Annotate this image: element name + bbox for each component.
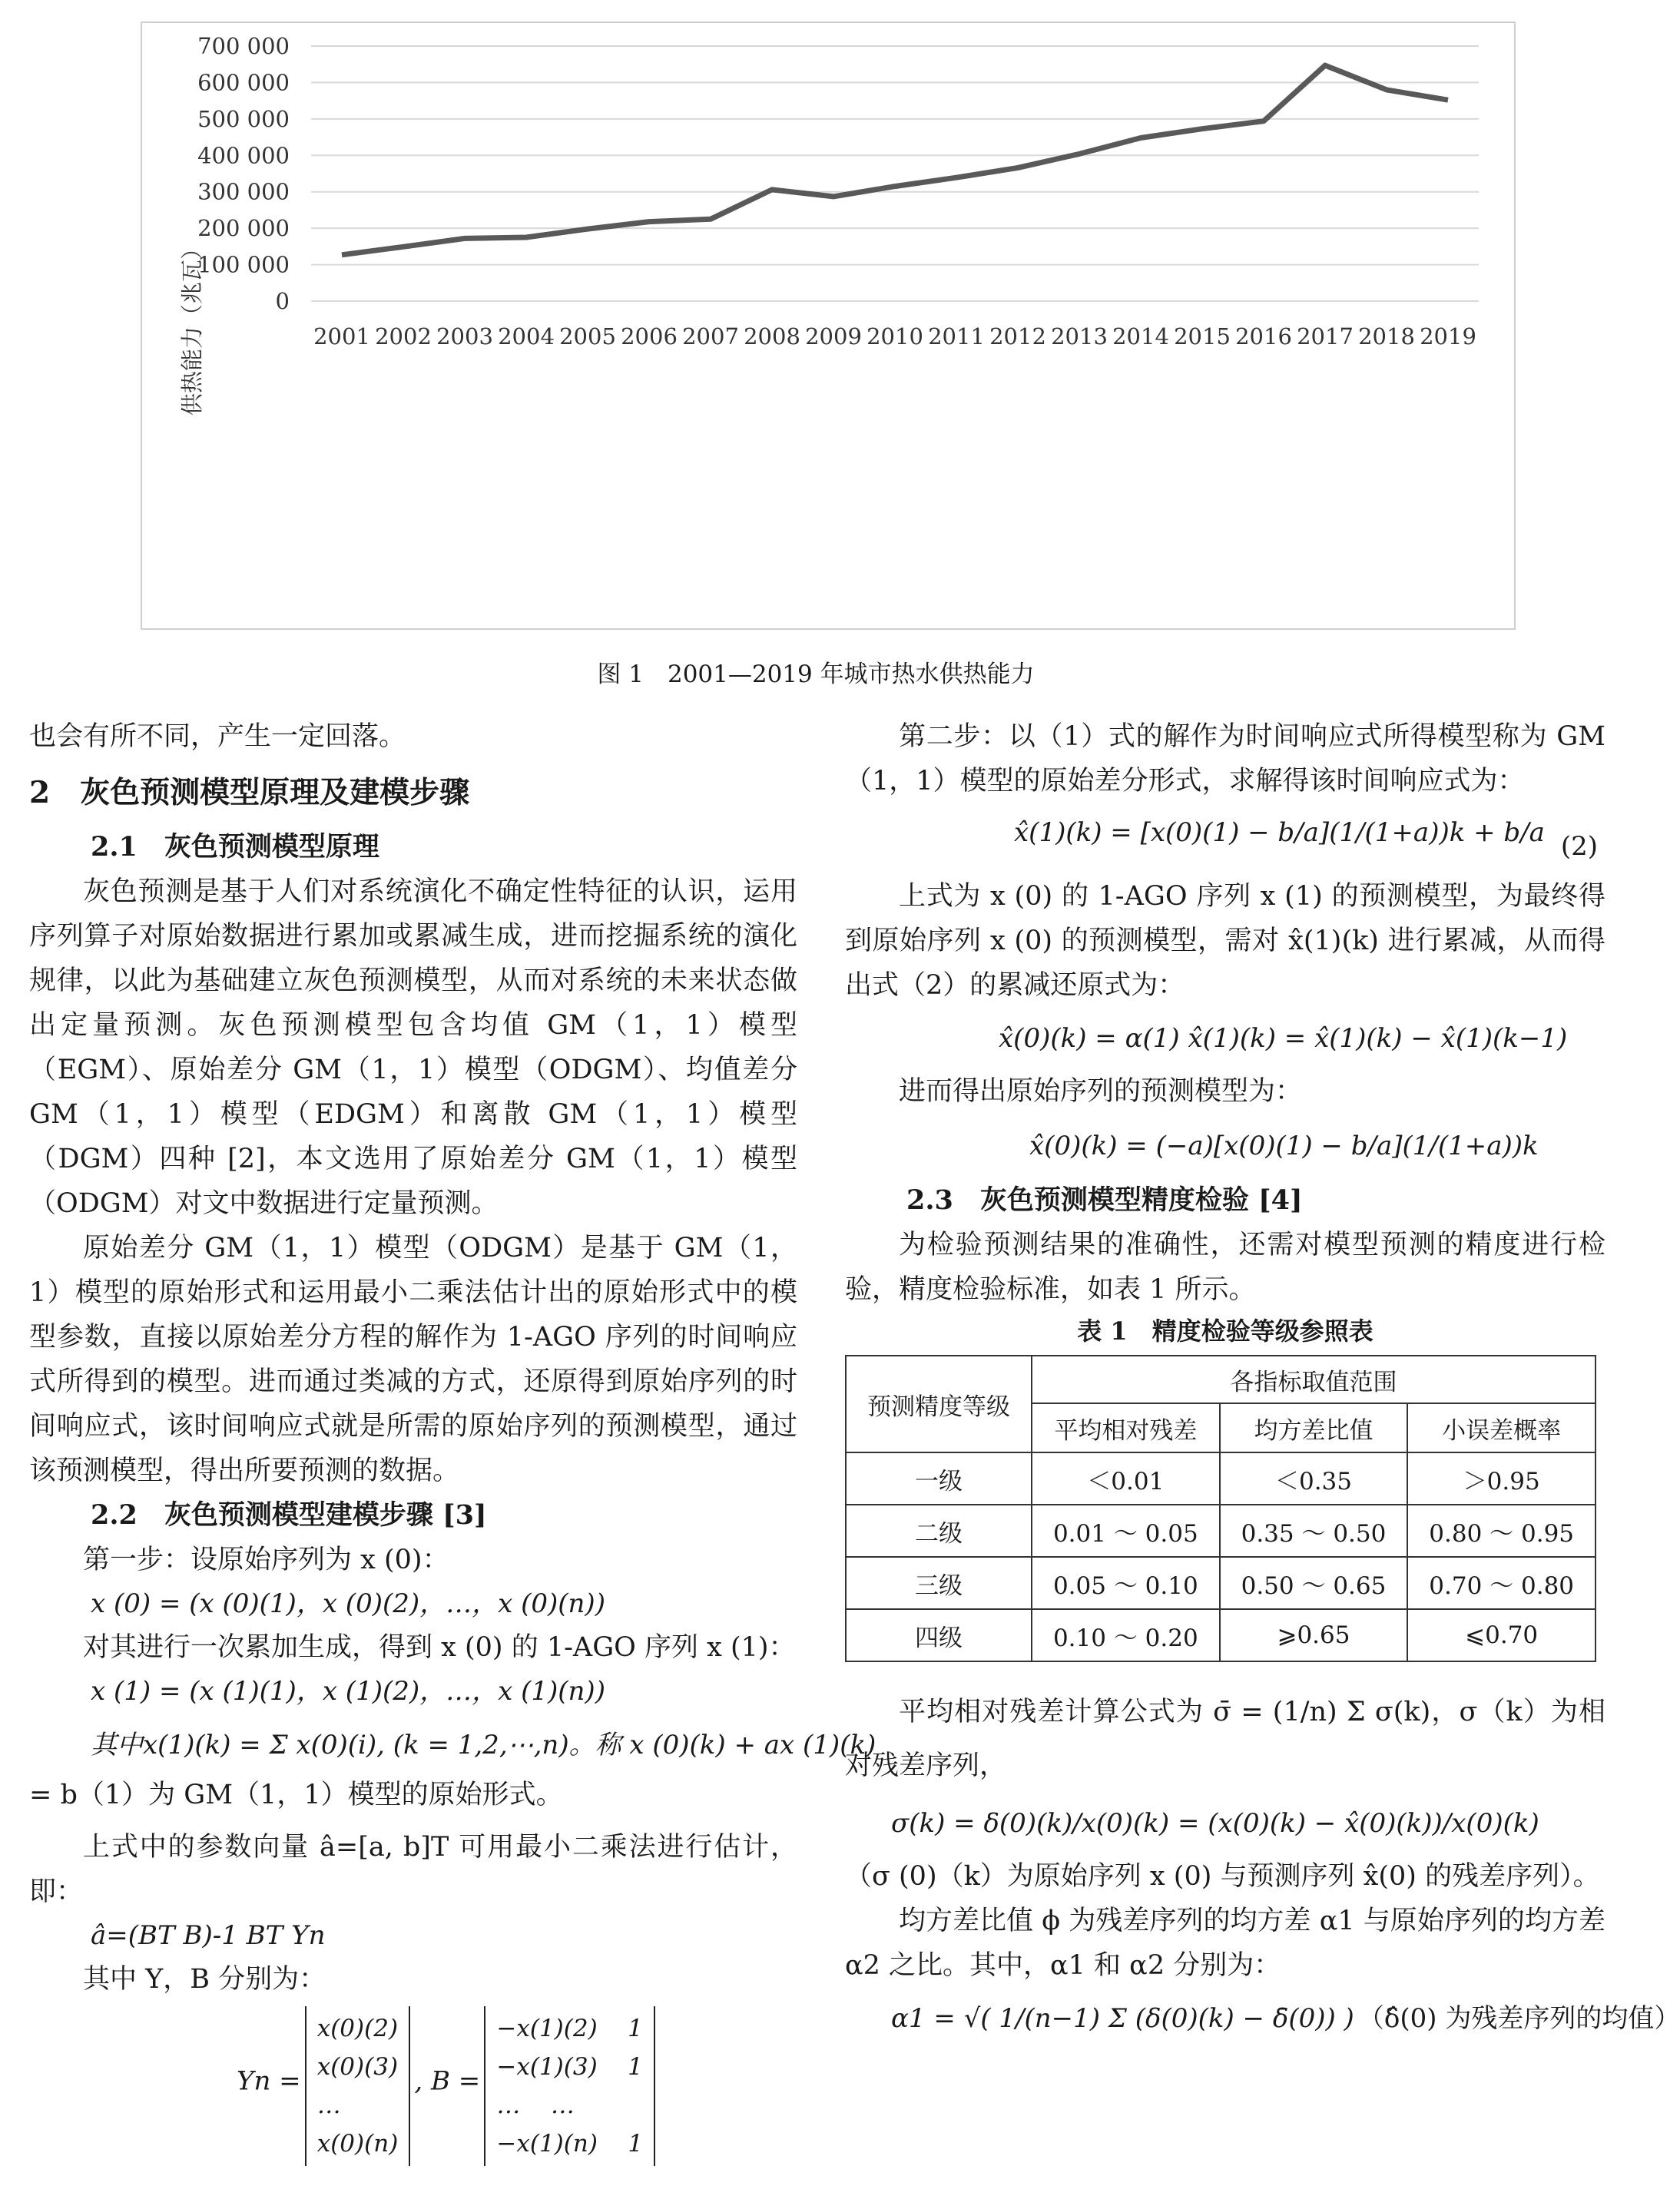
table-cell: 0.01 ～ 0.05 [1032,1505,1220,1557]
y-tick-label: 100 000 [197,251,290,278]
matrix-y-cell: x(0)(n) [316,2130,399,2158]
table-cell: 0.05 ～ 0.10 [1032,1557,1220,1609]
matrix-y-cell: … [316,2091,341,2119]
table-cell: 一级 [846,1452,1032,1505]
x-tick-label: 2009 [805,323,862,349]
y-tick-label: 700 000 [197,33,290,59]
x-tick-label: 2004 [498,323,555,349]
x-tick-label: 2016 [1235,323,1292,349]
matrix-b-row: … … [496,2091,575,2119]
matrix-b-label: , B = [414,2065,481,2097]
x-tick-label: 2013 [1051,323,1108,349]
paragraph-grey-theory: 灰色预测是基于人们对系统演化不确定性特征的认识，运用序列算子对原始数据进行累加或累减生成，进而挖掘系统的演化规律，以此为基础建立灰色预测模型，从而对系统的未来状态做出定量预测。灰色预测模型包含均值 GM（1，1）模型（EGM）、原始差分 GM（1，1）模型（ODGM）、均值差分 GM（1，1）模型（EDGM）和离散 GM（1，1）模型（DGM）四种 [2]，本文选用了原始差分 GM（1，1）模型（ODGM）对文中数据进行定量预测。 [29,876,797,1219]
x-tick-label: 2005 [559,323,616,349]
table-cell: 0.80 ～ 0.95 [1407,1505,1596,1557]
equation-original-series: x (0) = (x (0)(1)，x (0)(2)，…，x (0)(n)) [91,1588,605,1619]
table-cell: 三级 [846,1557,1032,1609]
table-header-cell: 平均相对残差 [1032,1403,1220,1452]
equation-sum: 其中x(1)(k) = Σ x(0)(i), (k = 1,2,⋯,n)。称 x (0)(k) + ax (1)(k) [91,1730,876,1760]
paragraph-residual-note: （σ (0)（k）为原始序列 x (0) 与预测序列 x̂(0) 的残差序列）。 [845,1861,1600,1892]
paragraph-variance-ratio: 均方差比值 ϕ 为残差序列的均方差 α1 与原始序列的均方差 α2 之比。其中，α1 和 α2 分别为： [845,1906,1605,1981]
paragraph-ago: 对其进行一次累加生成，得到 x (0) 的 1-AGO 序列 x (1)： [83,1632,796,1663]
table-header-cell: 均方差比值 [1220,1403,1408,1452]
chart-frame [141,22,1516,630]
line-chart [142,23,1514,628]
x-tick-label: 2010 [867,323,923,349]
equation-alpha1-block [845,1988,1680,2054]
matrix-b [484,2006,655,2166]
table-caption: 表 1 精度检验等级参照表 [1077,1316,1373,1346]
x-tick-label: 2012 [989,323,1046,349]
table-header-grade: 预测精度等级 [846,1356,1032,1452]
y-tick-label: 500 000 [197,105,290,132]
equation-ago-series: x (1) = (x (1)(1)，x (1)(2)，…，x (1)(n)) [91,1676,605,1707]
continued-text: 也会有所不同，产生一定回落。 [29,721,406,752]
left-column [29,714,876,2166]
table-row [846,1609,1596,1661]
subsection-heading-2-3: 2.3 灰色预测模型精度检验 [4] [906,1184,1303,1216]
paragraph-original-model: 进而得出原始序列的预测模型为： [899,1076,1303,1107]
equation-sum-cont: = b（1）为 GM（1，1）模型的原始形式。 [29,1780,563,1810]
x-tick-label: 2007 [682,323,739,349]
right-column [845,714,1680,2054]
equation-original-prediction: x̂(0)(k) = (−a)[x(0)(1) − b/a](1/(1+a))k [1029,1131,1539,1161]
matrix-b-row: −x(1)(3) 1 [496,2053,643,2081]
paragraph-y-b: 其中 Y，B 分别为： [83,1964,326,1995]
paragraph-param-vector: 上式中的参数向量 â=[a, b]T 可用最小二乘法进行估计，即： [29,1832,797,1907]
subsection-heading-2-2: 2.2 灰色预测模型建模步骤 [3] [91,1499,487,1531]
matrix-y-label: Yn = [237,2065,301,2097]
x-tick-label: 2019 [1420,323,1476,349]
table-header-cell: 小误差概率 [1407,1403,1596,1452]
table-cell: ＜0.35 [1220,1452,1408,1505]
y-tick-label: 0 [275,288,290,314]
table-cell: 0.50 ～ 0.65 [1220,1557,1408,1609]
x-tick-label: 2017 [1297,323,1354,349]
table-cell: 二级 [846,1505,1032,1557]
matrix-y [305,2006,411,2166]
equation-time-response: x̂(1)(k) = [x(0)(1) − b/a](1/(1+a))k + b/a [1014,817,1545,848]
x-tick-label: 2011 [928,323,985,349]
y-tick-label: 200 000 [197,215,290,242]
matrix-y-cell: x(0)(2) [316,2015,399,2042]
table-row [846,1557,1596,1609]
paragraph-mean-residual: 平均相对残差计算公式为 σ̄ = (1/n) Σ σ(k)，σ（k）为相对残差序列， [845,1697,1605,1781]
table-cell: 0.10 ～ 0.20 [1032,1609,1220,1661]
x-tick-label: 2006 [621,323,678,349]
y-tick-label: 600 000 [197,69,290,96]
equation-2-block [845,803,1605,874]
step-one: 第一步：设原始序列为 x (0)： [83,1545,449,1575]
matrix-b-row: −x(1)(2) 1 [496,2015,643,2042]
equation-number: (2) [1560,831,1598,862]
x-tick-label: 2015 [1174,323,1231,349]
table-cell: ＞0.95 [1407,1452,1596,1505]
table-cell: 四级 [846,1609,1032,1661]
x-tick-label: 2002 [375,323,432,349]
x-tick-label: 2003 [436,323,493,349]
matrix-y-cell: x(0)(3) [316,2053,399,2081]
subsection-heading-2-1: 2.1 灰色预测模型原理 [91,831,379,863]
step-two: 第二步：以（1）式的解作为时间响应式所得模型称为 GM（1，1）模型的原始差分形式，求解得该时间响应式为： [845,721,1605,796]
x-tick-label: 2014 [1112,323,1169,349]
table-row [846,1505,1596,1557]
table-cell: ＜0.01 [1032,1452,1220,1505]
x-tick-label: 2001 [313,323,370,349]
series-line [342,65,1448,255]
section-heading-2: 2 灰色预测模型原理及建模步骤 [29,775,470,810]
y-tick-label: 300 000 [197,178,290,205]
table-cell: ⩾0.65 [1220,1609,1408,1661]
y-tick-label: 400 000 [197,142,290,169]
precision-table [845,1355,1596,1662]
paragraph-precision: 为检验预测结果的准确性，还需对模型预测的精度进行检验，精度检验标准，如表 1 所示。 [845,1230,1605,1305]
equation-reduction: x̂(0)(k) = α(1) x̂(1)(k) = x̂(1)(k) − x̂(1)(k−1) [999,1023,1568,1054]
table-header-range: 各指标取值范围 [1032,1356,1596,1403]
equation-alpha1: α1 = √( 1/(n−1) Σ (δ(0)(k) − δ̄(0)) ) [891,2003,1354,2034]
matrices [29,2006,797,2166]
paragraph-prediction-model: 上式为 x (0) 的 1-AGO 序列 x (1) 的预测模型，为最终得到原始序列 x (0) 的预测模型，需对 x̂(1)(k) 进行累减，从而得出式（2）的累减还原式为： [845,881,1605,1001]
matrix-b-row: −x(1)(n) 1 [496,2130,644,2158]
x-tick-label: 2018 [1358,323,1415,349]
equation-alpha1-note: （δ̂(0) 为残差序列的均值） [1357,2003,1680,2034]
table-cell: 0.70 ～ 0.80 [1407,1557,1596,1609]
table-cell: ⩽0.70 [1407,1609,1596,1661]
figure-caption: 图 1 2001—2019 年城市热水供热能力 [597,661,1035,688]
y-axis-label: 供热能力（兆瓦） [179,237,205,416]
paragraph-odgm: 原始差分 GM（1，1）模型（ODGM）是基于 GM（1，1）模型的原始形式和运用最小二乘法估计出的原始形式中的模型参数，直接以原始差分方程的解作为 1-AGO 序列的时间响应式所得到的模型。进而通过类减的方式，还原得到原始序列的时间响应式，该时间响应式就是所需的原始序列的预测模型，通过该预测模型，得出所要预测的数据。 [29,1233,797,1486]
equation-relative-residual: σ(k) = δ(0)(k)/x(0)(k) = (x(0)(k) − x̂(0)(k))/x(0)(k) [891,1808,1539,1839]
equation-least-squares: â=(BT B)-1 BT Yn [91,1920,326,1951]
table-row [846,1452,1596,1505]
x-tick-label: 2008 [744,323,800,349]
table-cell: 0.35 ～ 0.50 [1220,1505,1408,1557]
